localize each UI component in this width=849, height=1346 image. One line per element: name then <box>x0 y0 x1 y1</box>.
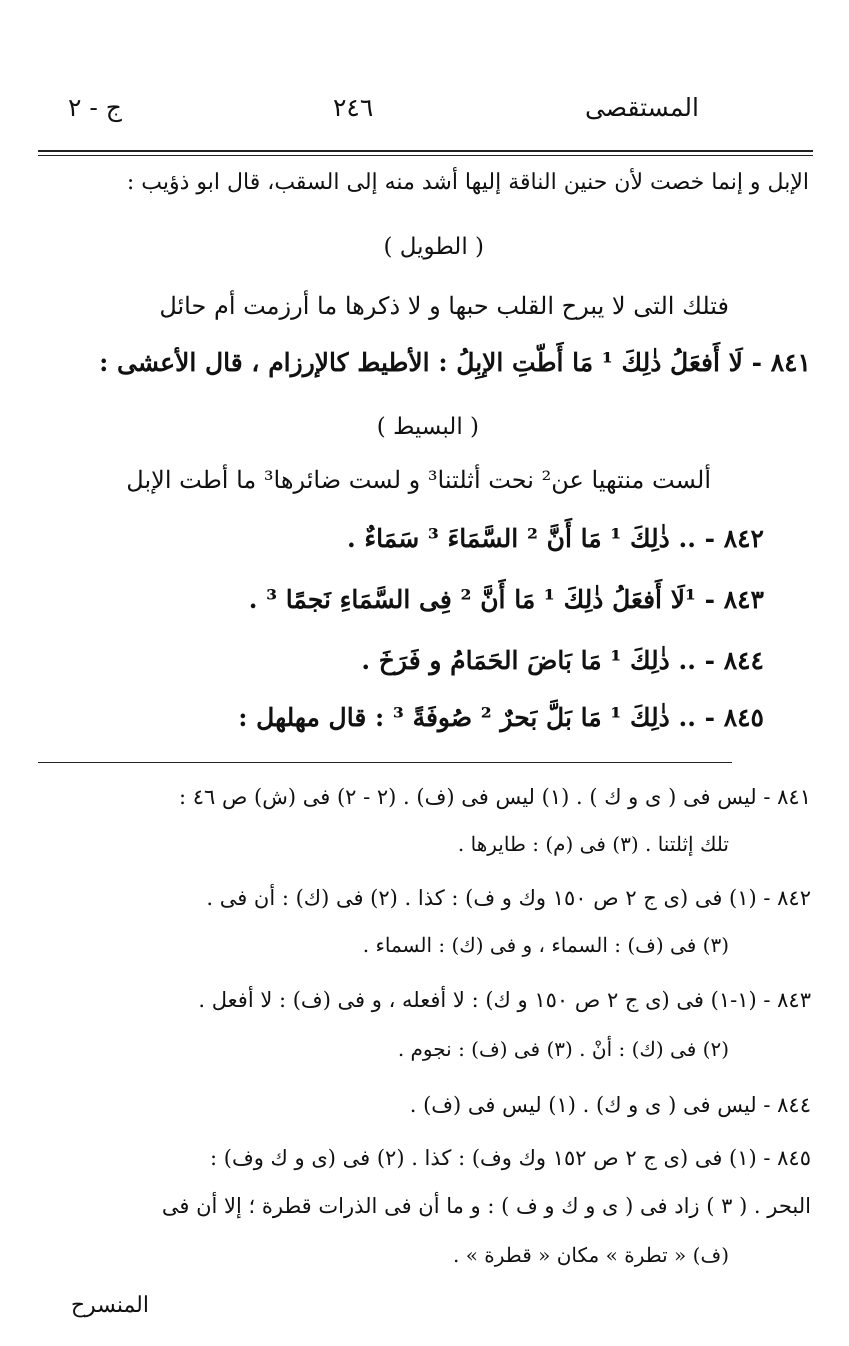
volume-label: ج - ٢ <box>68 93 122 122</box>
footnote-843-line-1: ٨٤٣ - (١-١) فى (ى ج ٢ ص ١٥٠ و ك) : لا أفعله ، و فى (ف) : لا أفعل . <box>198 988 811 1012</box>
page-number: ٢٤٦ <box>333 93 374 122</box>
footnote-842-line-1: ٨٤٢ - (١) فى (ى ج ٢ ص ١٥٠ وك و ف) : كذا . (٢) فى (ك) : أن فى . <box>206 886 811 910</box>
body-line-1: الإبل و إنما خصت لأن حنين الناقة إليها أشد منه إلى السقب، قال ابو ذؤيب : <box>126 170 809 195</box>
entry-843: ٨٤٣ - ¹لَا أَفعَلُ ذٰلِكَ ¹ مَا أَنَّ ² فِى السَّمَاءِ نَجمًا ³ . <box>248 585 764 614</box>
entry-844: ٨٤٤ - .. ذٰلِكَ ¹ مَا بَاضَ الحَمَامُ و فَرَخَ . <box>361 646 764 675</box>
footnote-842-line-2: (٣) فى (ف) : السماء ، و فى (ك) : السماء . <box>362 933 729 957</box>
meter-label-1: ( الطويل ) <box>383 234 484 260</box>
meter-label-2: ( البسيط ) <box>376 414 479 440</box>
entry-845: ٨٤٥ - .. ذٰلِكَ ¹ مَا بَلَّ بَحرٌ ² صُوفَةً ³ : قال مهلهل : <box>238 703 764 732</box>
header-rule-thick <box>38 150 813 152</box>
catchword: المنسرح <box>70 1293 149 1318</box>
entry-841: ٨٤١ - لَا أَفعَلُ ذٰلِكَ ¹ مَا أَطّتِ الإبِلُ : الأطيط كالإرزام ، قال الأعشى : <box>99 348 811 377</box>
footnote-845-line-1: ٨٤٥ - (١) فى (ى ج ٢ ص ١٥٢ وك وف) : كذا . (٢) فى (ى و ك وف) : <box>210 1146 811 1170</box>
header-rule-thin <box>38 155 813 156</box>
footnote-843-line-2: (٢) فى (ك) : أنْ . (٣) فى (ف) : نجوم . <box>397 1037 729 1061</box>
footnote-845-line-2: البحر . ( ٣ ) زاد فى ( ى و ك و ف ) : و ما أن فى الذرات قطرة ؛ إلا أن فى <box>161 1194 811 1218</box>
running-title: المستقصى <box>584 93 699 122</box>
footnote-separator <box>38 762 732 763</box>
footnote-841-line-2: تلك إثلتنا . (٣) فى (م) : طايرها . <box>457 832 729 856</box>
verse-1: فتلك التى لا يبرح القلب حبها و لا ذكرها ما أرزمت أم حائل <box>159 292 729 320</box>
footnote-845-line-3: (ف) « تطرة » مكان « قطرة » . <box>452 1243 729 1267</box>
footnote-841-line-1: ٨٤١ - ليس فى ( ى و ك ) . (١) ليس فى (ف) . (٢ - ٢) فى (ش) ص ٤٦ : <box>178 785 811 809</box>
footnote-844-line-1: ٨٤٤ - ليس فى ( ى و ك) . (١) ليس فى (ف) . <box>409 1093 811 1117</box>
entry-842: ٨٤٢ - .. ذٰلِكَ ¹ مَا أَنَّ ² السَّمَاءَ ³ سَمَاءٌ . <box>346 524 764 553</box>
verse-2: ألست منتهيا عن² نحت أثلتنا³ و لست ضائرها³ ما أطت الإبل <box>126 466 711 494</box>
